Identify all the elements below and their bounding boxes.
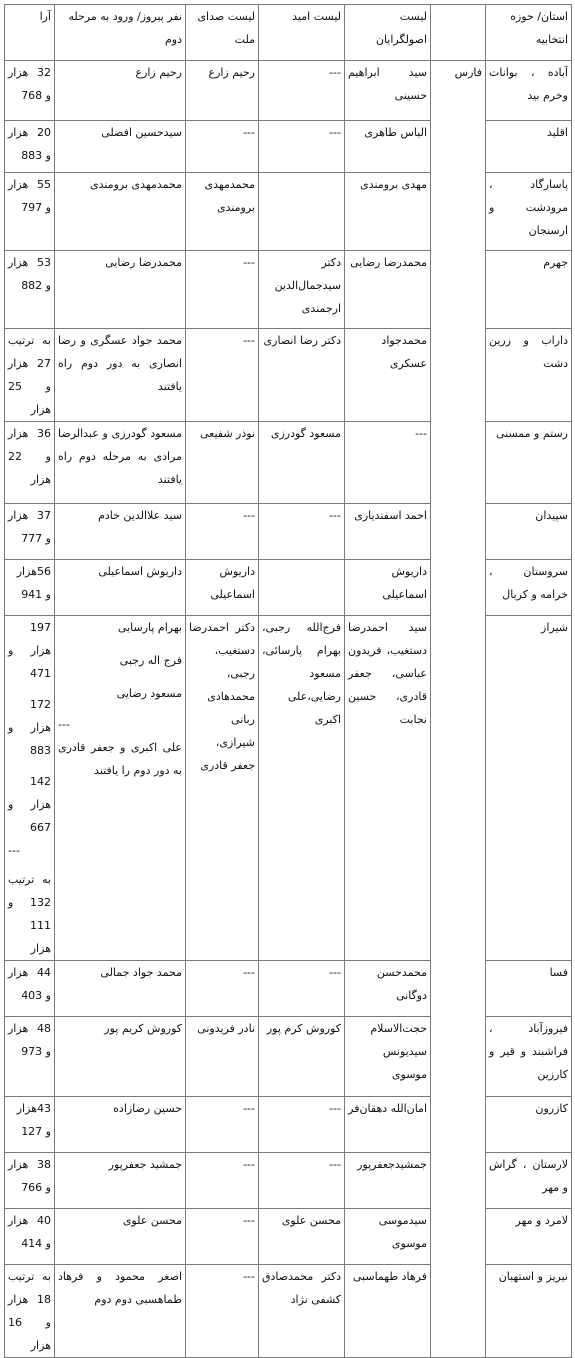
- district-cell: فیروزآباد ، فراشبند و قیر و کارزین: [486, 1017, 572, 1097]
- table-row: [5, 1017, 572, 1097]
- table-row: [5, 504, 572, 560]
- sedaye-mellat-cell: ---: [186, 1153, 259, 1209]
- district-cell: سپیدان: [486, 504, 572, 560]
- votes-cell: 40 هزار و 414: [5, 1209, 55, 1265]
- omid-cell: ---: [259, 61, 345, 121]
- district-cell: نیریز و استهبان: [486, 1265, 572, 1358]
- table-row: [5, 329, 572, 422]
- osoulgarayan-cell: سید احمدرضا دستغیب، فریدون عباسی، جعفر قادری، حسین نجابت: [345, 616, 431, 961]
- winner-cell: محمد جواد عسگری و رضا انصاری به دور دوم راه یافتند: [55, 329, 186, 422]
- district-cell: پاسارگاد ، مرودشت و ارسنجان: [486, 173, 572, 251]
- omid-cell: دکتر محمدصادق کشفی نژاد: [259, 1265, 345, 1358]
- sedaye-mellat-cell: ---: [186, 251, 259, 329]
- winner-cell: داریوش اسماعیلی: [55, 560, 186, 616]
- votes-line: به ترتیب 132 و 111 هزار: [8, 873, 51, 955]
- winner-cell: محمدمهدی برومندی: [55, 173, 186, 251]
- osoulgarayan-cell: فرهاد طهماسبی: [345, 1265, 431, 1358]
- sedaye-mellat-cell: رحیم زارع: [186, 61, 259, 121]
- table-row: [5, 560, 572, 616]
- osoulgarayan-cell: احمد اسفندیاری: [345, 504, 431, 560]
- omid-cell: محسن علوی: [259, 1209, 345, 1265]
- winner-cell: محمدرضا رضایی: [55, 251, 186, 329]
- winner-cell: مسعود گودرزی و عبدالرضا مرادی به مرحله دوم راه یافتند: [55, 422, 186, 504]
- header-votes: آرا: [5, 5, 55, 61]
- osoulgarayan-cell: داریوش اسماعیلی: [345, 560, 431, 616]
- osoulgarayan-cell: سیدموسی موسوی: [345, 1209, 431, 1265]
- omid-cell: مسعود گودرزی: [259, 422, 345, 504]
- votes-cell: 55 هزار و 797: [5, 173, 55, 251]
- table-row: [5, 1265, 572, 1358]
- table-row: [5, 61, 572, 121]
- votes-cell: به ترتیب 18 هزار و 16 هزار: [5, 1265, 55, 1358]
- winner-cell: سید علاالدین خادم: [55, 504, 186, 560]
- votes-line: 172 هزار و 883: [8, 698, 51, 757]
- table-row: [5, 1209, 572, 1265]
- header-sedaye-mellat: لیست صدای ملت: [186, 5, 259, 61]
- winner-cell: جمشید جعفرپور: [55, 1153, 186, 1209]
- winner-cell: رحیم زارع: [55, 61, 186, 121]
- osoulgarayan-cell: سید ابراهیم حسینی: [345, 61, 431, 121]
- header-omid: لیست امید: [259, 5, 345, 61]
- province-cell: فارس: [431, 61, 486, 1358]
- sedaye-mellat-cell: محمدمهدی برومندی: [186, 173, 259, 251]
- votes-line: 142 هزار و 667: [8, 775, 51, 834]
- table-row: [5, 121, 572, 173]
- osoulgarayan-cell: ---: [345, 422, 431, 504]
- winner-line: بهرام پارسایی: [117, 621, 182, 634]
- header-winner: نفر پیروز/ ورود به مرحله دوم: [55, 5, 186, 61]
- table-row: [5, 616, 572, 961]
- results-table: [4, 4, 572, 1358]
- votes-cell: 37 هزار و 777: [5, 504, 55, 560]
- omid-cell: دکتر سیدجمال‌الدین ارجمندی: [259, 251, 345, 329]
- votes-cell: 53 هزار و 882: [5, 251, 55, 329]
- district-cell: لامرد و مهر: [486, 1209, 572, 1265]
- sedaye-mellat-cell: ---: [186, 1209, 259, 1265]
- osoulgarayan-cell: محمدحسن دوگانی: [345, 961, 431, 1017]
- sedaye-mellat-cell: نوذر شفیعی: [186, 422, 259, 504]
- sedaye-mellat-cell: نادر فریدونی: [186, 1017, 259, 1097]
- omid-cell: کوروش کرم پور: [259, 1017, 345, 1097]
- results-table-container: [4, 4, 571, 1358]
- votes-cell: 44 هزار و 403: [5, 961, 55, 1017]
- table-row: [5, 422, 572, 504]
- omid-cell: ---: [259, 504, 345, 560]
- votes-cell: 38 هزار و 766: [5, 1153, 55, 1209]
- table-row: [5, 1097, 572, 1153]
- sedaye-mellat-cell: ---: [186, 1265, 259, 1358]
- sedaye-mellat-cell: ---: [186, 329, 259, 422]
- winner-line: علی اکبری و جعفر قادری به دور دوم را یافتند: [58, 741, 182, 777]
- osoulgarayan-cell: محمدرضا رضایی: [345, 251, 431, 329]
- omid-cell: فرج‌الله رجبی، بهرام پارسائی، مسعود رضایی،علی اکبری: [259, 616, 345, 961]
- district-cell: لارستان ، گراش و مهر: [486, 1153, 572, 1209]
- table-row: [5, 173, 572, 251]
- sedaye-mellat-cell: ---: [186, 961, 259, 1017]
- osoulgarayan-cell: امان‌الله دهقان‌فر: [345, 1097, 431, 1153]
- omid-cell: ---: [259, 961, 345, 1017]
- winner-cell: کوروش کریم پور: [55, 1017, 186, 1097]
- header-row: [5, 5, 572, 61]
- omid-cell: [259, 560, 345, 616]
- winner-cell: محمد جواد جمالی: [55, 961, 186, 1017]
- osoulgarayan-cell: مهدی برومندی: [345, 173, 431, 251]
- sedaye-mellat-cell: ---: [186, 1097, 259, 1153]
- district-cell: اقلید: [486, 121, 572, 173]
- osoulgarayan-cell: حجت‌الاسلام سیدیونس موسوی: [345, 1017, 431, 1097]
- district-cell: آباده ، بوانات وخرم بید: [486, 61, 572, 121]
- votes-line: 197 هزار و 471: [8, 621, 51, 680]
- votes-cell: 43هزار و 127: [5, 1097, 55, 1153]
- district-cell: کازرون: [486, 1097, 572, 1153]
- winner-line: ---: [58, 718, 70, 731]
- winner-cell: محسن علوی: [55, 1209, 186, 1265]
- sedaye-mellat-cell: ---: [186, 504, 259, 560]
- sedaye-mellat-cell: داریوش اسماعیلی: [186, 560, 259, 616]
- votes-cell: 36 هزار و 22 هزار: [5, 422, 55, 504]
- header-district: استان/ حوزه انتخابیه: [486, 5, 572, 61]
- osoulgarayan-cell: الیاس طاهری: [345, 121, 431, 173]
- omid-cell: ---: [259, 121, 345, 173]
- winner-cell: [55, 616, 186, 961]
- district-cell: شیراز: [486, 616, 572, 961]
- winner-line: فرج اله رجبی: [119, 654, 182, 667]
- votes-line: ---: [8, 844, 20, 857]
- votes-cell: به ترتیب 27 هزار و 25 هزار: [5, 329, 55, 422]
- sedaye-mellat-cell: دکتر احمدرضا دستغیب، رجبی، محمدهادی ربانی شیرازی، جعفر قادری: [186, 616, 259, 961]
- omid-cell: ---: [259, 1153, 345, 1209]
- votes-cell: 56هزار و 941: [5, 560, 55, 616]
- winner-cell: اصغر محمود و فرهاد طماهسبی دوم دوم: [55, 1265, 186, 1358]
- header-province: [431, 5, 486, 61]
- omid-cell: [259, 173, 345, 251]
- district-cell: داراب و زرین دشت: [486, 329, 572, 422]
- osoulgarayan-cell: جمشیدجعفرپور: [345, 1153, 431, 1209]
- winner-line: مسعود رضایی: [116, 687, 182, 700]
- table-row: [5, 1153, 572, 1209]
- table-row: [5, 961, 572, 1017]
- district-cell: رستم و ممسنی: [486, 422, 572, 504]
- votes-cell: 48 هزار و 973: [5, 1017, 55, 1097]
- omid-cell: ---: [259, 1097, 345, 1153]
- district-cell: جهرم: [486, 251, 572, 329]
- osoulgarayan-cell: محمدجواد عسکری: [345, 329, 431, 422]
- district-cell: فسا: [486, 961, 572, 1017]
- votes-cell: 32 هزار و 768: [5, 61, 55, 121]
- district-cell: سروستان ، خرامه و کربال: [486, 560, 572, 616]
- winner-cell: حسین رضازاده: [55, 1097, 186, 1153]
- header-osoulgarayan: لیست اصولگرایان: [345, 5, 431, 61]
- table-row: [5, 251, 572, 329]
- sedaye-mellat-cell: ---: [186, 121, 259, 173]
- votes-cell: 20 هزار و 883: [5, 121, 55, 173]
- winner-cell: سیدحسین افضلی: [55, 121, 186, 173]
- omid-cell: دکتر رضا انصاری: [259, 329, 345, 422]
- votes-cell: [5, 616, 55, 961]
